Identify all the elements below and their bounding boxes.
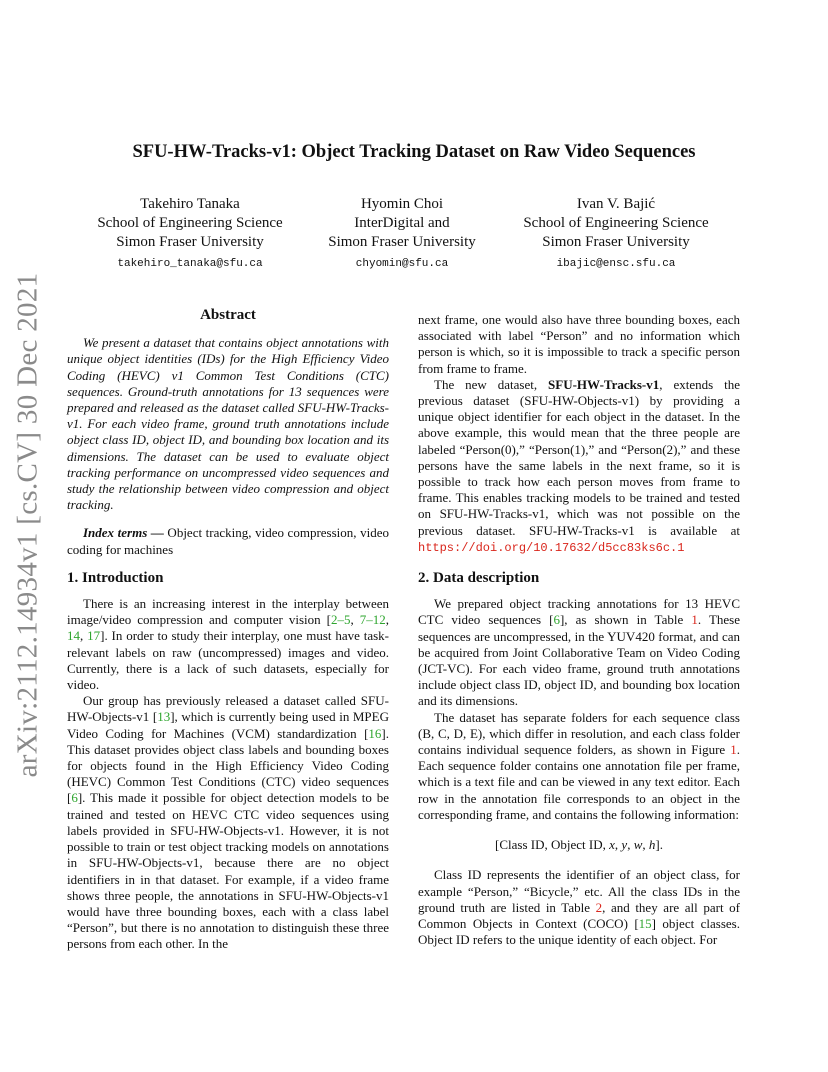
- table-reference-link[interactable]: 2: [595, 899, 603, 915]
- paper-title: SFU-HW-Tracks-v1: Object Tracking Dataset on Raw Video Sequences: [132, 142, 696, 162]
- author-email: chyomin@sfu.ca: [355, 258, 449, 270]
- author-affiliation: Simon Fraser University: [542, 234, 690, 250]
- citation-link[interactable]: 14: [67, 628, 80, 644]
- author-affiliation: School of Engineering Science: [97, 215, 283, 231]
- dataset-paragraph: The new dataset, SFU-HW-Tracks-v1, extends the previous dataset (SFU-HW-Objects-v1) by providing a unique object identifier for each object in the dataset. In the above example, this would mean that the three people are labeled “Person(0),” “Person(1),” and “Person(2),” and these persons have the same labels in the next frame, so it is possible to track how each person moves from frame to frame. This enables tracking models to be trained and tested on SFU-HW-Tracks-v1, which was not possible on the previous dataset. SFU-HW-Tracks-v1 is available at https://doi.org/10.17632/d5cc83ks6c.1: [418, 376, 740, 555]
- author-name: Ivan V. Bajić: [576, 196, 656, 212]
- figure-reference-link[interactable]: 1: [730, 742, 737, 758]
- index-terms: [67, 525, 389, 557]
- dataset-url-link[interactable]: https://doi.org/10.17632/d5cc83ks6c.1: [418, 540, 685, 555]
- author-block: [80, 195, 300, 274]
- data-paragraph-3: Class ID represents the identifier of an object class, for example “Person,” “Bicycle,” etc. All the class IDs in the ground truth are listed in Table 2, and they are all part of Common Objects in Context (COCO) [15] object classes. Object ID refers to the unique identity of each object. For: [418, 867, 741, 948]
- author-affiliation: School of Engineering Science: [523, 215, 709, 231]
- author-email: takehiro_tanaka@sfu.ca: [117, 258, 263, 270]
- citation-link[interactable]: 17: [87, 628, 101, 644]
- index-terms-label: Index terms —: [83, 525, 164, 541]
- citation-link[interactable]: 2–5: [330, 612, 351, 628]
- author-block: [312, 195, 492, 274]
- annotation-format-equation: [Class ID, Object ID, x, y, w, h].: [495, 837, 663, 853]
- right-column: [418, 312, 740, 948]
- left-column: [67, 307, 389, 953]
- citation-link[interactable]: 13: [157, 709, 171, 725]
- dataset-name: SFU-HW-Tracks-v1: [548, 376, 660, 392]
- index-terms-text: Object tracking, video compression, video coding for machines: [67, 525, 389, 557]
- intro-paragraph-2: Our group has previously released a dataset called SFU-HW-Objects-v1 [13], which is currently being used in MPEG Video Coding for Machines (VCM) standardization [16]. This dataset provides object class labels and bounding boxes for objects found in the High Efficiency Video Coding (HEVC) Common Test Conditions (CTC) video sequences [6]. This made it possible for object detection models to be trained and tested on HEVC CTC video sequences using labels provided in SFU-HW-Objects-v1. However, it is not possible to train or test object tracking models on annotations in SFU-HW-Objects-v1, because there are no object identifiers in in that dataset. For example, if a video frame shows three people, the annotations in SFU-HW-Objects-v1 would have three bounding boxes, each with a class label “Person”, but there is no annotation to distinguish these three persons from each other. In the: [67, 693, 389, 952]
- author-name: Takehiro Tanaka: [140, 196, 240, 212]
- abstract-text: We present a dataset that contains object annotations with unique object identities (IDs) for the High Efficiency Video Coding (HEVC) v1 Common Test Conditions (CTC) sequences. Ground-truth annotations for 13 sequences were prepared and released as the dataset called SFU-HW-Tracks-v1. For each video frame, ground truth annotations include object class ID, object ID, and bounding box location and its dimensions. The dataset can be used to evaluate object tracking performance on uncompressed video sequences and study the relationship between video compression and object tracking.: [67, 335, 389, 513]
- data-paragraph-1: We prepared object tracking annotations for 13 HEVC CTC video sequences [6], as shown in Table 1. These sequences are uncompressed, in the YUV420 format, and can be acquired from Joint Collaborative Team on Video Coding (JCT-VC). For each video frame, ground truth annotations include object class ID, object ID, and bounding box location and its dimensions.: [418, 596, 740, 709]
- citation-link[interactable]: 7–12: [359, 612, 386, 628]
- table-reference-link[interactable]: 1: [691, 612, 698, 628]
- arxiv-identifier: arXiv:2112.14934v1 [cs.CV] 30 Dec 2021: [11, 272, 44, 778]
- continued-paragraph: next frame, one would also have three bounding boxes, each associated with label “Person” and no information which person is which, so it is impossible to track a specific person from frame to frame.: [418, 312, 740, 376]
- citation-link[interactable]: 15: [638, 915, 652, 931]
- author-affiliation: Simon Fraser University: [328, 234, 476, 250]
- author-name: Hyomin Choi: [360, 196, 444, 212]
- author-affiliation: InterDigital and: [354, 215, 450, 231]
- abstract-heading: Abstract: [200, 307, 256, 323]
- citation-link[interactable]: 6: [553, 612, 560, 628]
- author-block: [508, 195, 724, 274]
- section-heading-introduction: 1. Introduction: [67, 569, 164, 586]
- intro-paragraph-1: There is an increasing interest in the interplay between image/video compression and computer vision [2–5, 7–12, 14, 17]. In order to study their interplay, one must have task-relevant labels on raw (uncompressed) images and video. Currently, there is a lack of such datasets, especially for video.: [67, 596, 390, 693]
- author-email: ibajic@ensc.sfu.ca: [556, 258, 676, 270]
- section-heading-data-description: 2. Data description: [418, 570, 540, 587]
- citation-link[interactable]: 6: [71, 790, 78, 806]
- citation-link[interactable]: 16: [368, 725, 382, 741]
- author-affiliation: Simon Fraser University: [116, 234, 264, 250]
- data-paragraph-2: The dataset has separate folders for each sequence class (B, C, D, E), which differ in resolution, and each class folder contains individual sequence folders, as shown in Figure 1. Each sequence folder contains one annotation file per frame, which is a text file and can be viewed in any text editor. Each row in the annotation file corresponds to an object in the corresponding frame, and contains the following information:: [418, 709, 740, 822]
